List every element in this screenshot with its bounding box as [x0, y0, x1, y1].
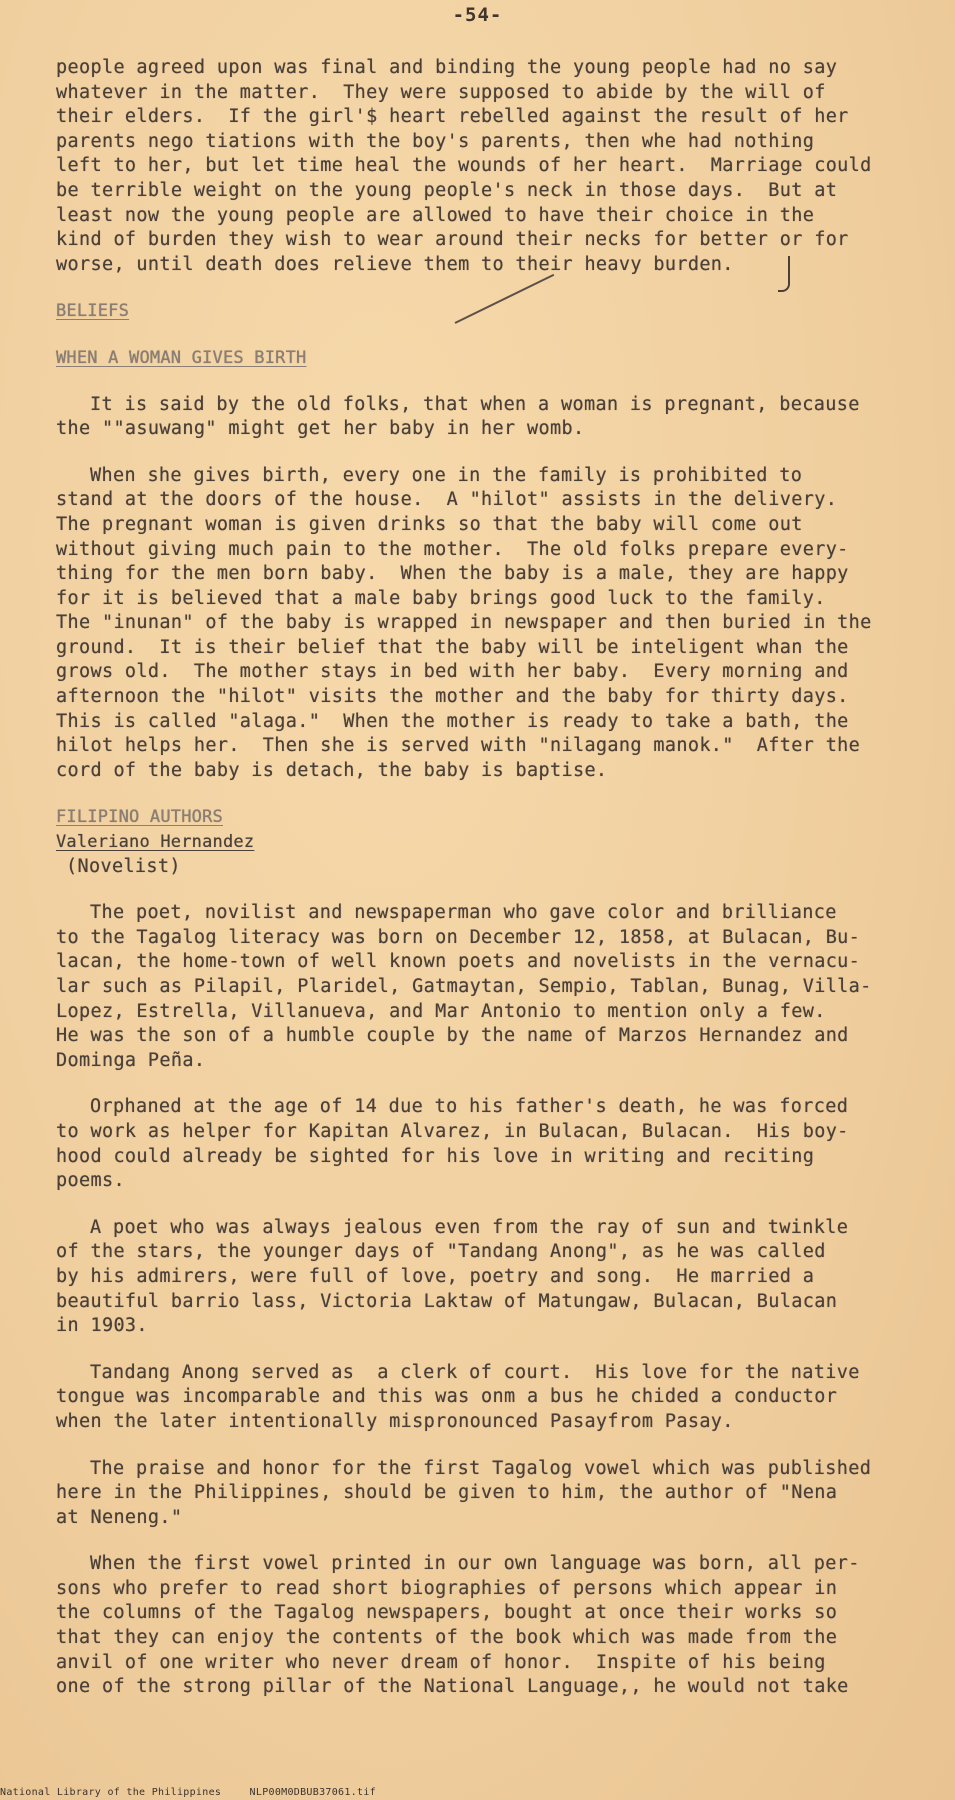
text-line: lacan, the home-town of well known poets and novelists in the vernacu- [56, 951, 861, 973]
beliefs-heading: BELIEFS [56, 301, 130, 322]
text-line: by his admirers, were full of love, poetry and song. He married a [56, 1265, 815, 1287]
text-line: This is called "alaga." When the mother is ready to take a bath, the [56, 710, 849, 732]
text-line: poems. [56, 1170, 125, 1192]
text-line: hood could already be sighted for his love in writing and reciting [56, 1145, 815, 1167]
text-line: ground. It is their belief that the baby will be inteligent whan the [56, 636, 849, 658]
text-line: Dominga Peña. [56, 1049, 206, 1071]
text-line: When the first vowel printed in our own language was born, all per- [90, 1553, 860, 1575]
text-line: thing for the men born baby. When the baby is a male, they are happy [56, 563, 849, 585]
text-line: in 1903. [56, 1315, 148, 1337]
intro-paragraph [56, 56, 916, 277]
library-credit: National Library of the Philippines [0, 1787, 222, 1798]
text-line: tongue was incomparable and this was onm a bus he chided a conductor [56, 1386, 838, 1408]
text-line: Lopez, Estrella, Villanueva, and Mar Antonio to mention only a few. [56, 1000, 826, 1022]
text-line: least now the young people are allowed to have their choice in the [56, 204, 815, 226]
text-line: stand at the doors of the house. A "hilot" assists in the delivery. [56, 489, 838, 511]
file-name: NLP00M0DBUB37061.tif [249, 1787, 376, 1798]
text-line: that they can enjoy the contents of the book which was made from the [56, 1627, 838, 1649]
text-line: beautiful barrio lass, Victoria Laktaw of Matungaw, Bulacan, Bulacan [56, 1290, 838, 1312]
text-line: to the Tagalog literacy was born on December 12, 1858, at Bulacan, Bu- [56, 926, 861, 948]
bio-paragraph-5 [56, 1457, 916, 1531]
text-line: when the later intentionally mispronounced Pasayfrom Pasay. [56, 1410, 734, 1432]
text-line: kind of burden they wish to wear around their necks for better or for [56, 229, 849, 251]
text-line: for it is believed that a male baby brings good luck to the family. [56, 587, 826, 609]
text-line: their elders. If the girl'$ heart rebelled against the result of her [56, 106, 849, 128]
text-line: Orphaned at the age of 14 due to his father's death, he was forced [90, 1096, 849, 1118]
text-line: sons who prefer to read short biographies of persons which appear in [56, 1577, 838, 1599]
author-role: (Novelist) [66, 855, 181, 877]
text-line: the ""asuwang" might get her baby in her womb. [56, 418, 585, 440]
text-line: cord of the baby is detach, the baby is baptise. [56, 759, 608, 781]
text-line: people agreed upon was final and binding the young people had no say [56, 57, 838, 78]
text-line: left to her, but let time heal the wounds of her heart. Marriage could [56, 155, 872, 177]
bio-paragraph-4 [56, 1361, 916, 1435]
text-line: The pregnant woman is given drinks so that the baby will come out [56, 513, 803, 535]
text-line: without giving much pain to the mother. The old folks prepare every- [56, 538, 849, 560]
authors-heading: FILIPINO AUTHORS [56, 807, 223, 828]
text-line: The poet, novilist and newspaperman who gave color and brilliance [90, 902, 837, 924]
text-line: lar such as Pilapil, Plaridel, Gatmaytan, Sempio, Tablan, Bunag, Villa- [56, 976, 872, 997]
author-name: Valeriano Hernandez [56, 832, 255, 853]
bio-paragraph-2 [56, 1095, 916, 1193]
text-line: anvil of one writer who never dream of honor. Inspite of his being [56, 1651, 826, 1673]
page-number: -54- [452, 4, 503, 26]
text-line: worse, until death does relieve them to their heavy burden. [56, 253, 734, 275]
text-line: here in the Philippines, should be given to him, the author of "Nena [56, 1482, 838, 1504]
scan-footer [0, 1787, 955, 1798]
text-line: parents nego tiations with the boy's parents, then whe had nothing [56, 130, 815, 152]
text-line: whatever in the matter. They were supposed to abide by the will of [56, 81, 826, 103]
text-line: the columns of the Tagalog newspapers, bought at once their works so [56, 1602, 838, 1624]
text-line: When she gives birth, every one in the family is prohibited to [90, 464, 803, 486]
bio-paragraph-6 [56, 1552, 916, 1700]
text-line: of the stars, the younger days of "Tandang Anong", as he was called [56, 1241, 826, 1263]
text-line: Tandang Anong served as a clerk of court. His love for the native [90, 1361, 860, 1383]
text-line: at Neneng." [56, 1506, 183, 1528]
document-body [56, 56, 916, 1700]
birth-heading: WHEN A WOMAN GIVES BIRTH [56, 347, 307, 368]
birth-paragraph-1 [56, 393, 916, 418]
text-line: afternoon the "hilot" visits the mother and the baby for thirty days. [56, 686, 849, 708]
text-line: one of the strong pillar of the National Language,, he would not take [56, 1676, 849, 1698]
text-line: The "inunan" of the baby is wrapped in newspaper and then buried in the [56, 612, 872, 634]
text-line: A poet who was always jealous even from the ray of sun and twinkle [90, 1216, 849, 1238]
birth-paragraph-2 [56, 464, 916, 784]
text-line: to work as helper for Kapitan Alvarez, in Bulacan, Bulacan. His boy- [56, 1120, 849, 1142]
text-line: be terrible weight on the young people's neck in those days. But at [56, 179, 838, 201]
bio-paragraph-3 [56, 1216, 916, 1339]
text-line: grows old. The mother stays in bed with her baby. Every morning and [56, 661, 849, 683]
bio-paragraph-1 [56, 901, 916, 1073]
text-line: hilot helps her. Then she is served with "nilagang manok." After the [56, 735, 861, 757]
text-line: It is said by the old folks, that when a woman is pregnant, because [90, 393, 860, 415]
text-line: The praise and honor for the first Tagalog vowel which was published [90, 1457, 872, 1479]
text-line: He was the son of a humble couple by the name of Marzos Hernandez and [56, 1025, 849, 1047]
